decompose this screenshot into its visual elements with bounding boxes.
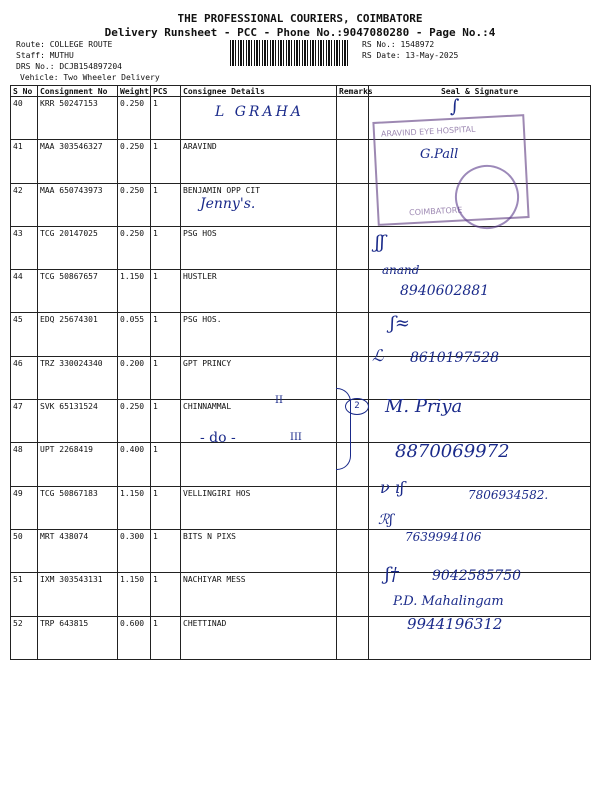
cell-remarks [337, 313, 369, 356]
hw-sig-50-phone: 7639994106 [405, 530, 482, 544]
cell-weight: 0.250 [118, 97, 151, 140]
cell-remarks [337, 616, 369, 659]
cell-remarks [337, 140, 369, 183]
cell-pcs: 1 [151, 226, 181, 269]
hw-graha: L GRAHA [215, 104, 304, 120]
cell-sno: 49 [11, 486, 38, 529]
cell-cno: UPT 2268419 [38, 443, 118, 486]
cell-remarks [337, 573, 369, 616]
table-row [11, 313, 591, 356]
cell-consignee: NACHIYAR MESS [181, 573, 337, 616]
cell-consignee: HUSTLER [181, 270, 337, 313]
hw-sig-47: M. Priya [385, 396, 463, 417]
hw-roman-3: III [290, 432, 302, 443]
circled-two: 2 [345, 398, 369, 415]
rs-number: RS No.: 1548972 [362, 40, 435, 49]
cell-consignee: PSG HOS [181, 226, 337, 269]
staff: Staff: MUTHU [16, 51, 74, 60]
cell-pcs: 1 [151, 356, 181, 399]
signature-scribble: ʃ† [385, 564, 399, 585]
barcode [230, 40, 348, 66]
signature-scribble: ∫ [450, 96, 460, 117]
table-header-row [11, 86, 591, 97]
cell-consignee: ARAVIND [181, 140, 337, 183]
col-remarks: Remarks [337, 86, 369, 97]
cell-weight: 1.150 [118, 270, 151, 313]
cell-pcs: 1 [151, 313, 181, 356]
cell-sno: 52 [11, 616, 38, 659]
cell-remarks [337, 97, 369, 140]
runsheet-subtitle: Delivery Runsheet - PCC - Phone No.:9047080280 - Page No.:4 [104, 26, 496, 39]
cell-pcs: 1 [151, 97, 181, 140]
hw-sig-49-phone: 7806934582. [468, 488, 549, 502]
cell-remarks [337, 270, 369, 313]
cell-sno: 50 [11, 529, 38, 572]
cell-pcs: 1 [151, 443, 181, 486]
hw-sig-48-phone: 8870069972 [395, 441, 510, 462]
cell-cno: SVK 65131524 [38, 400, 118, 443]
hw-sig-52-name: P.D. Mahalingam [393, 594, 504, 609]
cell-weight: 0.600 [118, 616, 151, 659]
drs-number: DRS No.: DCJB154897204 [16, 62, 122, 71]
cell-cno: MAA 303546327 [38, 140, 118, 183]
cell-consignee: CHETTINAD [181, 616, 337, 659]
cell-weight: 1.150 [118, 573, 151, 616]
cell-weight: 0.300 [118, 529, 151, 572]
signature-scribble: ʃ≈ [390, 313, 410, 334]
hw-roman-2: II [275, 395, 283, 406]
cell-weight: 0.250 [118, 183, 151, 226]
route: Route: COLLEGE ROUTE [16, 40, 113, 49]
rs-date: RS Date: 13-May-2025 [362, 51, 459, 60]
cell-weight: 0.055 [118, 313, 151, 356]
cell-cno: MAA 650743973 [38, 183, 118, 226]
table-row [11, 529, 591, 572]
hw-sig-44-phone: 8940602881 [400, 283, 490, 299]
cell-cno: TCG 50867657 [38, 270, 118, 313]
cell-cno: TCG 50867183 [38, 486, 118, 529]
cell-cno: MRT 438074 [38, 529, 118, 572]
cell-consignee: GPT PRINCY [181, 356, 337, 399]
hw-sig-52-phone: 9944196312 [407, 615, 503, 633]
cell-weight: 0.200 [118, 356, 151, 399]
cell-remarks [337, 486, 369, 529]
col-sno: S No [11, 86, 38, 97]
col-weight: Weight [118, 86, 151, 97]
hw-sig-51-phone: 9042585750 [432, 568, 522, 584]
cell-sno: 43 [11, 226, 38, 269]
cell-weight: 0.250 [118, 140, 151, 183]
signature-scribble: ℒ [372, 346, 384, 365]
cell-consignee: BENJAMIN OPP CIT [181, 183, 337, 226]
cell-cno: KRR 50247153 [38, 97, 118, 140]
table-row [11, 616, 591, 659]
cell-consignee: VELLINGIRI HOS [181, 486, 337, 529]
col-consignment: Consignment No [38, 86, 118, 97]
cell-pcs: 1 [151, 529, 181, 572]
cell-consignee: PSG HOS. [181, 313, 337, 356]
cell-cno: TRP 643815 [38, 616, 118, 659]
table-row [11, 226, 591, 269]
col-signature: Seal & Signature [369, 86, 591, 97]
cell-cno: IXM 303543131 [38, 573, 118, 616]
cell-pcs: 1 [151, 486, 181, 529]
signature-scribble: ν ıʃ [380, 478, 405, 497]
table-row [11, 270, 591, 313]
cell-cno: TRZ 330024340 [38, 356, 118, 399]
stamp-line2: COIMBATORE [408, 205, 463, 218]
cell-remarks [337, 529, 369, 572]
cell-remarks [337, 183, 369, 226]
cell-remarks [337, 226, 369, 269]
cell-weight: 0.400 [118, 443, 151, 486]
cell-cno: EDQ 25674301 [38, 313, 118, 356]
signature-scribble: ℛʃ [378, 512, 393, 528]
cell-sno: 47 [11, 400, 38, 443]
cell-pcs: 1 [151, 270, 181, 313]
cell-weight: 1.150 [118, 486, 151, 529]
cell-sno: 48 [11, 443, 38, 486]
cell-sno: 46 [11, 356, 38, 399]
cell-consignee: BITS N PIXS [181, 529, 337, 572]
cell-sno: 42 [11, 183, 38, 226]
cell-weight: 0.250 [118, 400, 151, 443]
cell-consignee: CHINNAMMAL [181, 400, 337, 443]
hw-sig-46-phone: 8610197528 [410, 350, 500, 366]
cell-pcs: 1 [151, 140, 181, 183]
cell-pcs: 1 [151, 400, 181, 443]
table-row [11, 356, 591, 399]
col-consignee: Consignee Details [181, 86, 337, 97]
cell-sno: 51 [11, 573, 38, 616]
cell-consignee [181, 443, 337, 486]
cell-pcs: 1 [151, 616, 181, 659]
cell-sno: 40 [11, 97, 38, 140]
col-pcs: PCS [151, 86, 181, 97]
hw-sig-41: G.Pall [420, 147, 459, 162]
hw-ditto: - do - [200, 430, 236, 446]
cell-pcs: 1 [151, 573, 181, 616]
cell-sno: 44 [11, 270, 38, 313]
cell-sno: 45 [11, 313, 38, 356]
cell-pcs: 1 [151, 183, 181, 226]
cell-sno: 41 [11, 140, 38, 183]
company-title: THE PROFESSIONAL COURIERS, COIMBATORE [177, 12, 423, 25]
stamp-line1: ARAVIND EYE HOSPITAL [380, 124, 476, 139]
hw-sig-44-name: anand [382, 263, 420, 277]
cell-cno: TCG 20147025 [38, 226, 118, 269]
hw-jennys: Jenny's. [200, 196, 256, 212]
cell-weight: 0.250 [118, 226, 151, 269]
signature-scribble: ʃʃ [375, 232, 385, 253]
vehicle: Vehicle: Two Wheeler Delivery [20, 73, 160, 82]
